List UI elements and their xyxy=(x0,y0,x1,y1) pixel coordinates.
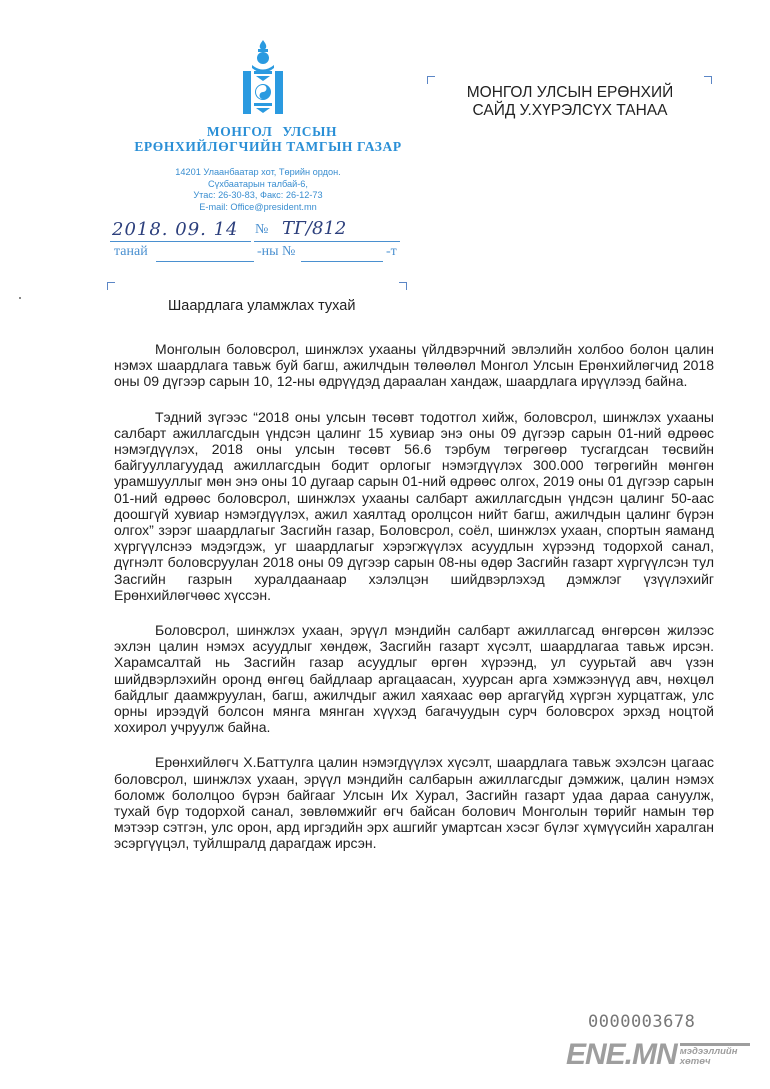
your-date-underline xyxy=(156,261,254,262)
watermark-tagline-line-1: мэдээллийн xyxy=(679,1046,738,1057)
organization-address xyxy=(150,167,366,213)
your-reference-suffix: -т xyxy=(386,244,397,259)
number-label: № xyxy=(255,222,269,237)
corner-mark xyxy=(704,76,712,84)
handwritten-date: 2018. 09. 14 xyxy=(112,219,239,240)
corner-mark xyxy=(107,282,115,290)
address-line: Утас: 26-30-83, Факс: 26-12-73 xyxy=(193,190,323,200)
org-name-line-2: ЕРӨНХИЙЛӨГЧИЙН ТАМГЫН ГАЗАР xyxy=(134,139,402,154)
address-line: Сүхбаатарын талбай-6, xyxy=(208,178,308,189)
address-email: E-mail: Office@president.mn xyxy=(199,201,317,212)
body-paragraph: Монголын боловсрол, шинжлэх ухааны үйлдвэрчний эвлэлийн холбоо болон цалин нэмэх шаардлага тавьж буй багш, ажилчдын төлөөлөл Монгол Улсын Ерөнхийлөгчид 2018 оны 09 дүгээр сарын 10, 12-ны өдрүүдэд дараалан хандаж, шаардлага ирүүлээд байна. xyxy=(114,341,714,390)
recipient-line-1: МОНГОЛ УЛСЫН ЕРӨНХИЙ xyxy=(466,84,674,101)
body-paragraph: Боловсрол, шинжлэх ухаан, эрүүл мэндийн салбарт ажиллагсад өнгөрсөн жилээс эхлэн цалин нэмэх асуудлыг хөндөж, Засгийн газарт хүсэлт, шаардлагаа тавьж ирсэн. Харамсалтай нь Засгийн газар асуудлыг өргөн хүрээнд, ул суурьтай авч үзэн шийдвэрлэхийн оронд өнгөц байдлаар аргацаасан, хуурсан арга хэмжээнүүд авч, нөхцөл байдлыг даамжруулан, багш, ажилчдыг ажил хаяхаас өөр аргагүйд хүргэн хурцатгаж, улс орны ирээдүй болсон мянга мянган хүүхэд багачуудын сурч боловсрох эрхэд ноцтой хохирол учруулж байна. xyxy=(114,622,714,736)
organization-name xyxy=(110,124,410,154)
recipient-line-2: САЙД У.ХҮРЭЛСҮХ ТАНАА xyxy=(472,102,668,119)
corner-mark xyxy=(399,282,407,290)
watermark-logo: ENE.MN xyxy=(566,1038,677,1071)
watermark-tagline xyxy=(680,1043,750,1067)
body-paragraph: Ерөнхийлөгч Х.Баттулга цалин нэмэгдүүлэх хүсэлт, шаардлага тавьж эхэлсэн цагаас боловсрол, шинжлэх ухаан, эрүүл мэндийн салбарын ажиллагсдыг дэмжиж, цалин нэмэх боломж бололцоо бүрэн байгааг Улсын Их Хурал, Засгийн газарт удаа дараа сануулж, тухай бүр тодорхой санал, зөвлөмжийг өгч байсан болович Монголын төрийг намын төр мэтээр сэтгэн, улс орон, ард иргэдийн эрх ашгийг умартсан хэсэг бүлэг хүмүүсийн харалган эсэргүүцэл, туйлшралд дарагдаж ирсэн. xyxy=(114,754,714,852)
your-reference-label: танай xyxy=(114,244,148,259)
soyombo-emblem-icon xyxy=(232,38,294,118)
watermark-tagline-line-2: хөтөч xyxy=(679,1056,711,1067)
address-line: 14201 Улаанбаатар хот, Төрийн ордон. xyxy=(175,167,341,177)
ene-mn-watermark xyxy=(566,1040,750,1070)
letter-body xyxy=(114,341,714,871)
handwritten-reference-number: ТГ/812 xyxy=(282,218,347,239)
scan-speck xyxy=(19,297,21,299)
your-number-underline xyxy=(301,261,383,262)
body-paragraph: Тэдний зүгээс “2018 оны улсын төсөвт тодотгол хийж, боловсрол, шинжлэх ухааны салбарт ажиллагсдын үндсэн цалинг 15 хувиар энэ оны 09 дүгээр сарын 01-ний өдрөөс нэмэгдүүлэх, 2018 оны улсын төсөвт 56.6 тэрбум төгрөгөөр тусгагдсан төсвийн байгууллагуудад ажиллагсдын бодит орлогыг нэмэгдүүлэх 300.000 төгрөгийн мөнгөн урамшууллыг мөн энэ оны 10 дугаар сарын 01-ний өдрөөс олгох, 2019 оны 01 дүгээр сарын 01-ний өдрөөс боловсрол, шинжлэх ухааны салбарт ажиллагсдын үндсэн цалинг 50-аас доошгүй хувиар нэмэгдүүлэх, ажил хаялтад оролцсон нийт багш, ажилчдын цалинг бүрэн олгох” зэрэг шаардлагыг Засгийн газар, Боловсрол, соёл, шинжлэх ухаан, спортын яаманд хүргүүлснээ мэдэгдэж, уг шаардлагыг хэрэгжүүлэх асуудлын хүрээнд тодорхой санал, дүгнэлт боловсруулан 2018 оны 09 дүгээр сарын 08-ны өдөр Засгийн газарт хүргүүлсэн тул Засгийн газрын хуралдаанаар хэлэлцэн шийдвэрлэхэд дэмжлэг үзүүлэхийг Ерөнхийлөгчөөс хүссэн. xyxy=(114,408,714,603)
org-name-line-1: МОНГОЛ УЛСЫН xyxy=(206,124,338,139)
letter-subject: Шаардлага уламжлах тухай xyxy=(168,298,356,314)
your-number-label: -ны № xyxy=(257,244,296,259)
corner-mark xyxy=(427,76,435,84)
recipient-block xyxy=(455,84,685,120)
document-serial-number: 0000003678 xyxy=(588,1012,696,1032)
